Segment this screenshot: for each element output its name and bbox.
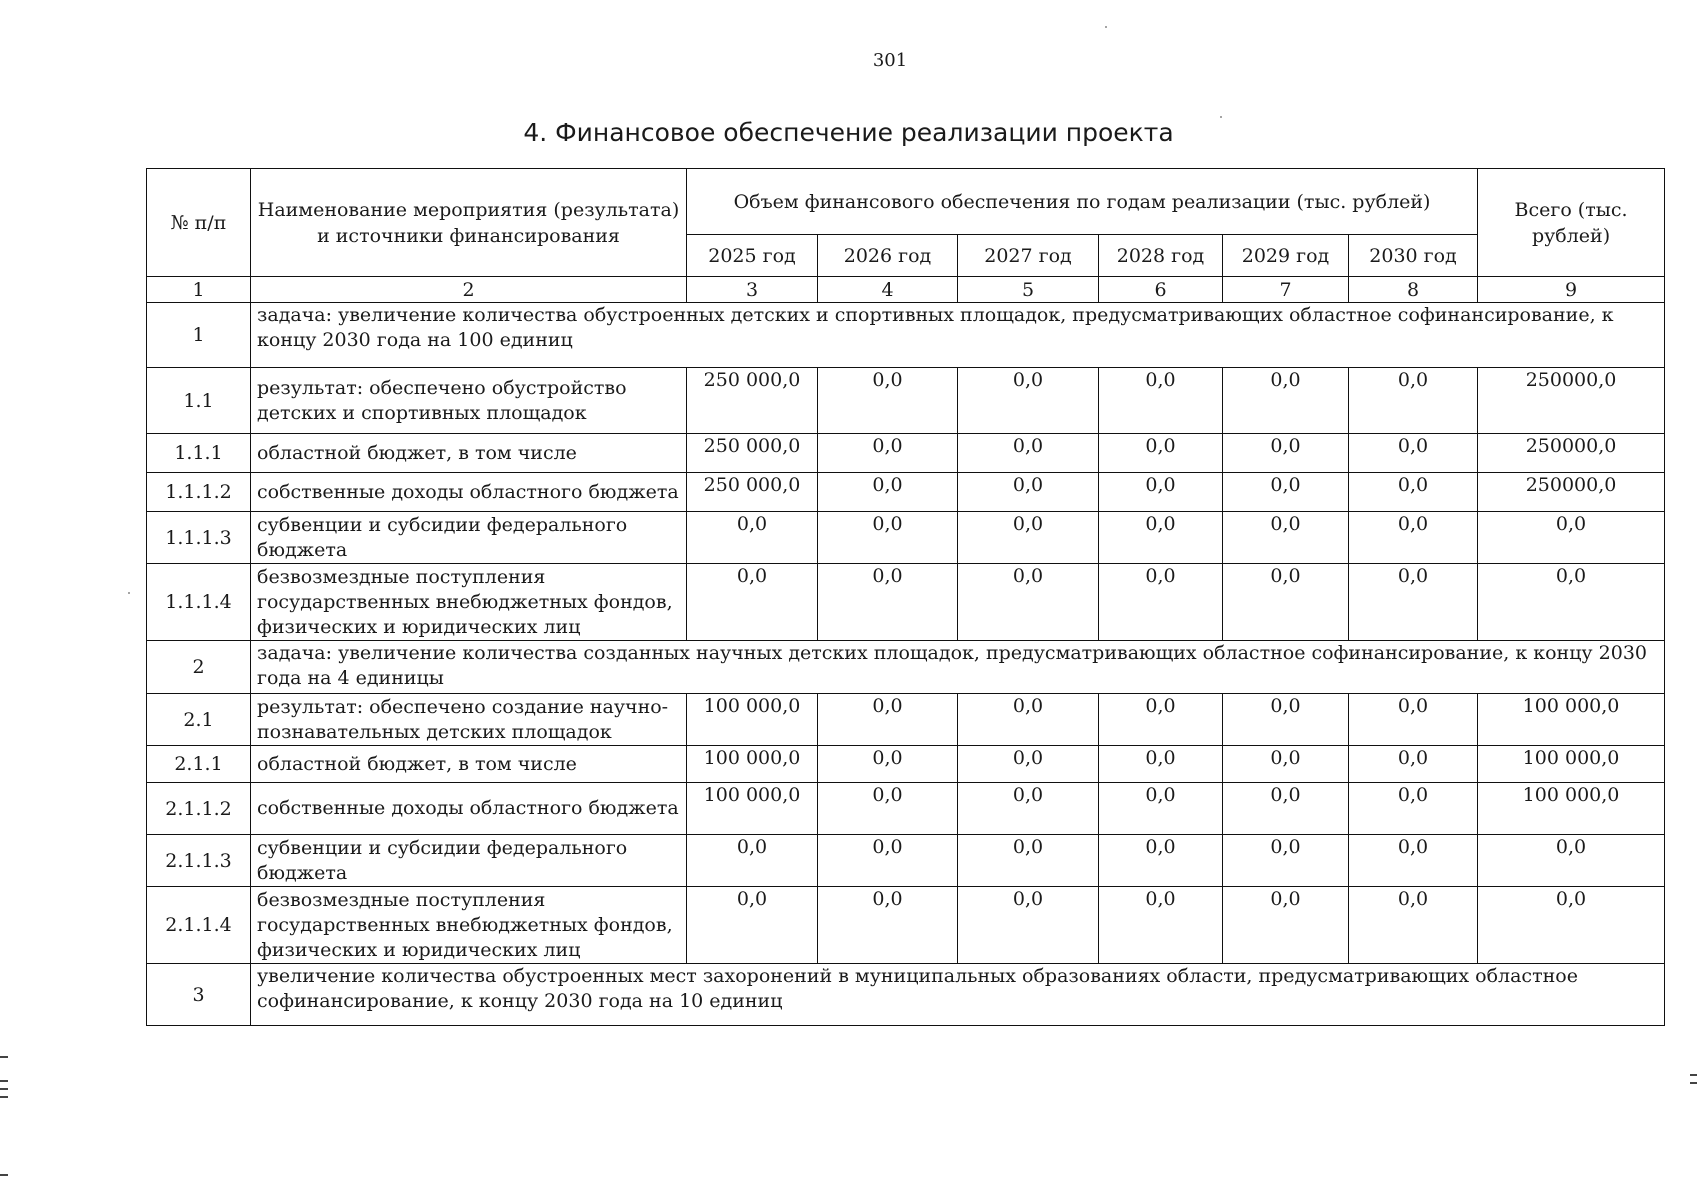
year-value: 0,0 <box>1223 564 1349 641</box>
year-value: 0,0 <box>958 746 1099 783</box>
year-value: 0,0 <box>818 694 958 746</box>
task-text: задача: увеличение количества созданных научных детских площадок, предусматривающих областное софинансирование, к концу 2030 года на 4 единицы <box>251 641 1665 694</box>
row-name: субвенции и субсидии федерального бюджета <box>251 835 687 887</box>
table-row <box>147 473 1665 512</box>
year-value: 0,0 <box>818 473 958 512</box>
total-value: 100 000,0 <box>1478 746 1665 783</box>
column-number: 5 <box>958 277 1099 303</box>
row-number: 1.1.1.3 <box>147 512 251 564</box>
year-value: 0,0 <box>1099 887 1223 964</box>
scan-dot <box>1220 116 1222 118</box>
year-value: 0,0 <box>1349 694 1478 746</box>
year-value: 0,0 <box>958 368 1099 434</box>
year-value: 0,0 <box>818 368 958 434</box>
year-value: 0,0 <box>818 564 958 641</box>
row-name: собственные доходы областного бюджета <box>251 783 687 835</box>
year-value: 0,0 <box>818 746 958 783</box>
year-value: 0,0 <box>687 564 818 641</box>
margin-mark <box>0 1056 8 1058</box>
year-value: 0,0 <box>1099 746 1223 783</box>
table-row <box>147 694 1665 746</box>
financing-table <box>146 168 1665 1026</box>
row-number: 2 <box>147 641 251 694</box>
year-value: 0,0 <box>1223 434 1349 473</box>
column-number: 9 <box>1478 277 1665 303</box>
column-number: 6 <box>1099 277 1223 303</box>
margin-mark <box>0 1174 8 1176</box>
header-name: Наименование мероприятия (результата) и источники финансирования <box>251 169 687 277</box>
row-number: 1.1.1.4 <box>147 564 251 641</box>
row-name: безвозмездные поступления государственных внебюджетных фондов, физических и юридических лиц <box>251 887 687 964</box>
year-value: 0,0 <box>1099 368 1223 434</box>
year-value: 0,0 <box>1349 835 1478 887</box>
total-value: 100 000,0 <box>1478 783 1665 835</box>
task-row <box>147 303 1665 368</box>
margin-mark <box>0 1096 8 1098</box>
row-name: результат: обеспечено обустройство детских и спортивных площадок <box>251 368 687 434</box>
year-value: 250 000,0 <box>687 368 818 434</box>
row-number: 2.1.1.3 <box>147 835 251 887</box>
header-year: 2027 год <box>958 235 1099 277</box>
table-row <box>147 564 1665 641</box>
row-number: 1.1.1.2 <box>147 473 251 512</box>
year-value: 250 000,0 <box>687 473 818 512</box>
column-number: 8 <box>1349 277 1478 303</box>
year-value: 0,0 <box>1099 434 1223 473</box>
year-value: 0,0 <box>958 473 1099 512</box>
task-row <box>147 641 1665 694</box>
margin-mark <box>1690 1074 1697 1076</box>
year-value: 0,0 <box>818 887 958 964</box>
page-number: 301 <box>872 50 908 71</box>
year-value: 0,0 <box>1223 368 1349 434</box>
row-name: областной бюджет, в том числе <box>251 746 687 783</box>
year-value: 0,0 <box>1099 835 1223 887</box>
year-value: 0,0 <box>818 835 958 887</box>
year-value: 0,0 <box>687 512 818 564</box>
row-name: безвозмездные поступления государственных внебюджетных фондов, физических и юридических лиц <box>251 564 687 641</box>
row-name: субвенции и субсидии федерального бюджета <box>251 512 687 564</box>
total-value: 250000,0 <box>1478 434 1665 473</box>
header-year: 2029 год <box>1223 235 1349 277</box>
header-year-group: Объем финансового обеспечения по годам реализации (тыс. рублей) <box>687 169 1478 235</box>
total-value: 0,0 <box>1478 512 1665 564</box>
year-value: 0,0 <box>1223 512 1349 564</box>
task-text: увеличение количества обустроенных мест захоронений в муниципальных образованиях области, предусматривающих областное софинансирование, к концу 2030 года на 10 единиц <box>251 964 1665 1026</box>
year-value: 0,0 <box>958 783 1099 835</box>
table-row <box>147 783 1665 835</box>
margin-mark <box>0 1088 8 1090</box>
page-title: 4. Финансовое обеспечение реализации проекта <box>523 118 1174 147</box>
table-body <box>147 303 1665 1026</box>
row-name: результат: обеспечено создание научно-познавательных детских площадок <box>251 694 687 746</box>
row-number: 2.1.1.2 <box>147 783 251 835</box>
year-value: 0,0 <box>1349 512 1478 564</box>
year-value: 0,0 <box>1349 746 1478 783</box>
year-value: 0,0 <box>1349 368 1478 434</box>
year-value: 0,0 <box>818 783 958 835</box>
total-value: 0,0 <box>1478 887 1665 964</box>
year-value: 0,0 <box>958 694 1099 746</box>
year-value: 0,0 <box>1223 783 1349 835</box>
row-number: 1.1.1 <box>147 434 251 473</box>
row-name: областной бюджет, в том числе <box>251 434 687 473</box>
scan-dot <box>128 592 130 594</box>
year-value: 0,0 <box>818 434 958 473</box>
task-text: задача: увеличение количества обустроенных детских и спортивных площадок, предусматривающих областное софинансирование, к концу 2030 года на 100 единиц <box>251 303 1665 368</box>
row-name: собственные доходы областного бюджета <box>251 473 687 512</box>
year-value: 0,0 <box>958 835 1099 887</box>
task-row <box>147 964 1665 1026</box>
column-number: 4 <box>818 277 958 303</box>
column-number: 1 <box>147 277 251 303</box>
year-value: 100 000,0 <box>687 694 818 746</box>
total-value: 250000,0 <box>1478 368 1665 434</box>
scan-dot <box>1105 26 1107 28</box>
year-value: 0,0 <box>1349 564 1478 641</box>
year-value: 0,0 <box>1349 887 1478 964</box>
year-value: 0,0 <box>958 887 1099 964</box>
table-row <box>147 512 1665 564</box>
year-value: 0,0 <box>1223 473 1349 512</box>
year-value: 0,0 <box>1099 473 1223 512</box>
total-value: 0,0 <box>1478 564 1665 641</box>
year-value: 0,0 <box>958 434 1099 473</box>
year-value: 0,0 <box>1349 783 1478 835</box>
column-number: 7 <box>1223 277 1349 303</box>
year-value: 0,0 <box>958 512 1099 564</box>
table-row <box>147 434 1665 473</box>
total-value: 250000,0 <box>1478 473 1665 512</box>
header-year: 2030 год <box>1349 235 1478 277</box>
header-num: № п/п <box>147 169 251 277</box>
year-value: 0,0 <box>687 835 818 887</box>
table-row <box>147 368 1665 434</box>
year-value: 0,0 <box>1099 783 1223 835</box>
year-value: 250 000,0 <box>687 434 818 473</box>
table-row <box>147 887 1665 964</box>
year-value: 0,0 <box>1223 835 1349 887</box>
table-row <box>147 835 1665 887</box>
row-number: 1 <box>147 303 251 368</box>
total-value: 100 000,0 <box>1478 694 1665 746</box>
year-value: 0,0 <box>818 512 958 564</box>
year-value: 0,0 <box>1099 564 1223 641</box>
margin-mark <box>0 1080 8 1082</box>
year-value: 100 000,0 <box>687 746 818 783</box>
header-year: 2026 год <box>818 235 958 277</box>
year-value: 0,0 <box>1349 473 1478 512</box>
table-row <box>147 746 1665 783</box>
header-year: 2025 год <box>687 235 818 277</box>
header-year: 2028 год <box>1099 235 1223 277</box>
row-number: 2.1.1 <box>147 746 251 783</box>
header-total: Всего (тыс. рублей) <box>1478 169 1665 277</box>
year-value: 0,0 <box>1349 434 1478 473</box>
year-value: 0,0 <box>958 564 1099 641</box>
year-value: 100 000,0 <box>687 783 818 835</box>
column-number: 3 <box>687 277 818 303</box>
row-number: 2.1 <box>147 694 251 746</box>
row-number: 3 <box>147 964 251 1026</box>
year-value: 0,0 <box>1099 694 1223 746</box>
year-value: 0,0 <box>1223 887 1349 964</box>
column-number-row <box>147 277 1665 303</box>
year-value: 0,0 <box>1223 694 1349 746</box>
row-number: 1.1 <box>147 368 251 434</box>
year-value: 0,0 <box>1099 512 1223 564</box>
year-value: 0,0 <box>1223 746 1349 783</box>
margin-mark <box>1690 1082 1697 1084</box>
total-value: 0,0 <box>1478 835 1665 887</box>
year-value: 0,0 <box>687 887 818 964</box>
column-number: 2 <box>251 277 687 303</box>
row-number: 2.1.1.4 <box>147 887 251 964</box>
